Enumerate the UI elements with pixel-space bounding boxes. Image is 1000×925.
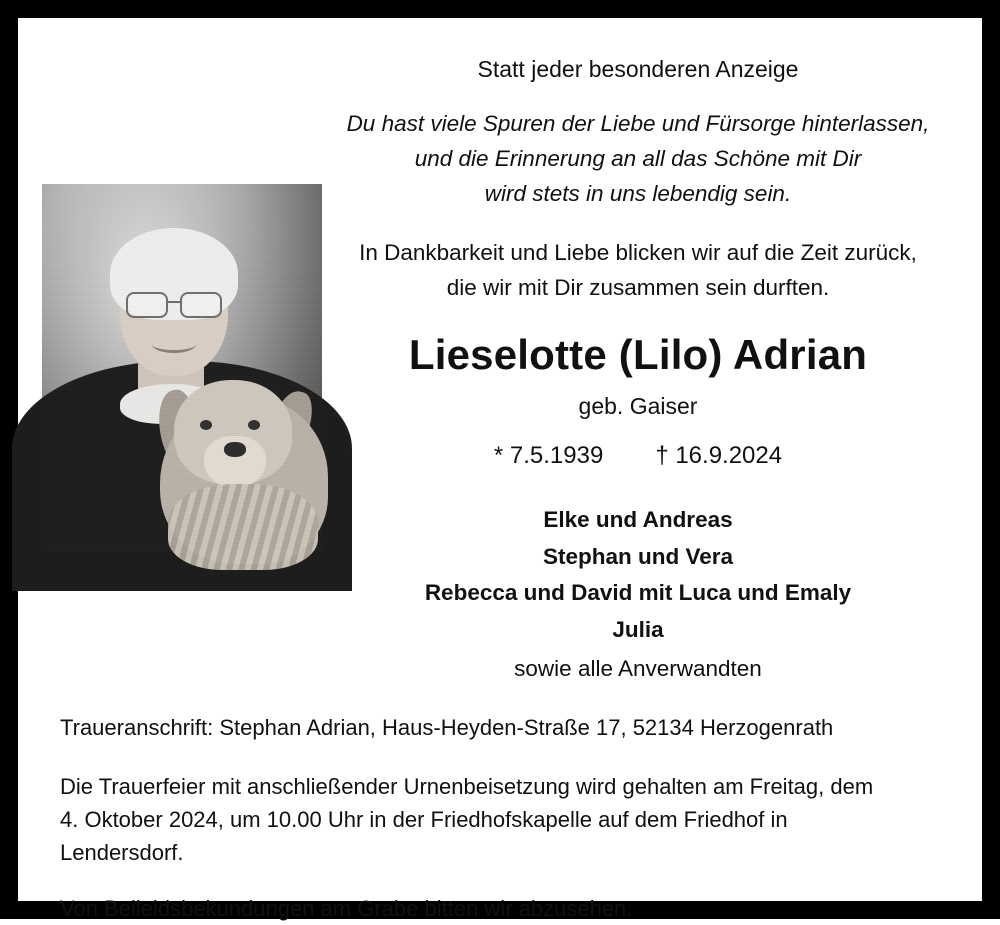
photo-column [18,18,328,551]
upper-section [18,18,982,686]
headline: Statt jeder besonderen Anzeige [477,56,799,82]
verse-line: Du hast viele Spuren der Liebe und Fürsorge hinterlassen, [346,111,930,137]
ceremony-line: Die Trauerfeier mit anschließender Urnenbeisetzung wird gehalten am Freitag, dem [60,773,874,799]
family-line: Elke und Andreas [543,507,733,533]
verse-block [334,107,942,212]
family-line: Julia [612,616,664,642]
death-date: † 16.9.2024 [655,442,783,470]
ceremony-line: Lendersdorf. [60,839,184,865]
birth-date: * 7.5.1939 [493,442,604,470]
deceased-name: Lieselotte (Lilo) Adrian [408,331,868,379]
lower-section [18,712,982,925]
portrait-photo [42,184,322,551]
relatives-line: sowie alle Anverwandten [514,656,762,682]
text-column [328,18,982,686]
family-line: Rebecca und David mit Luca und Emaly [424,580,852,606]
photo-grain-overlay [42,184,322,551]
closing-note: Von Beileidsbekundungen am Grabe bitten wir abzusehen. [60,895,633,921]
obituary-card [18,18,982,921]
verse-line: wird stets in uns lebendig sein. [484,180,792,206]
intro-line: In Dankbarkeit und Liebe blicken wir auf die Zeit zurück, [359,239,917,265]
mourning-address: Traueranschrift: Stephan Adrian, Haus-Heyden-Straße 17, 52134 Herzogenrath [60,714,834,740]
ceremony-details [60,770,948,869]
verse-line: und die Erinnerung an all das Schöne mit Dir [414,145,862,171]
family-list [334,502,942,648]
intro-line: die wir mit Dir zusammen sein durften. [446,274,830,300]
intro-block [334,236,942,306]
maiden-name: geb. Gaiser [578,393,698,420]
family-line: Stephan und Vera [542,543,734,569]
life-dates [334,442,942,470]
ceremony-line: 4. Oktober 2024, um 10.00 Uhr in der Friedhofskapelle auf dem Friedhof in [60,806,788,832]
